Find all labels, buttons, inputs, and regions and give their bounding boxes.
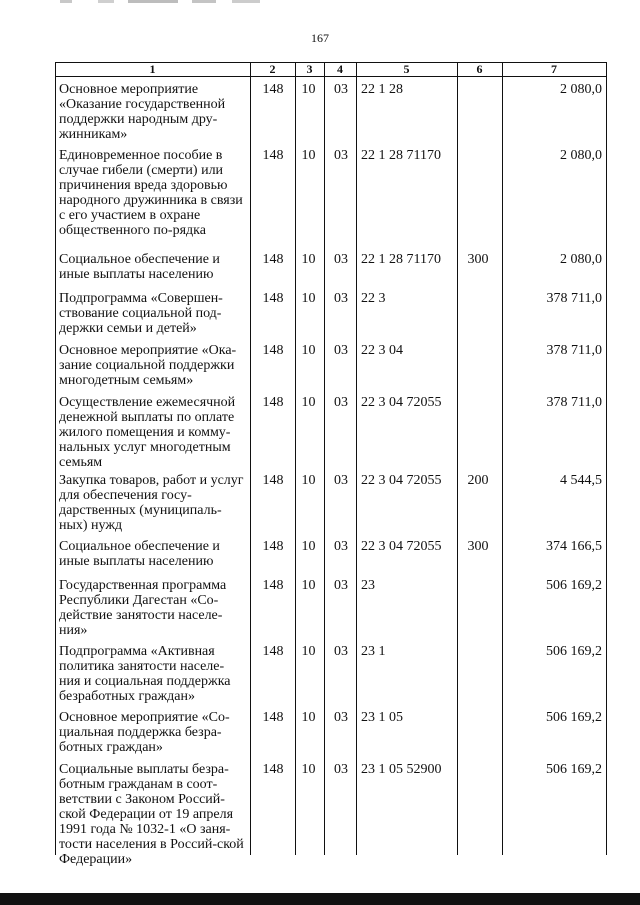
row-code-ministry: 148	[262, 252, 284, 267]
row-subsection: 03	[334, 395, 348, 410]
row-name: Социальное обеспечение и иные выплаты населению	[59, 539, 220, 569]
row-amount: 2 080,0	[560, 148, 602, 163]
row-expense-type: 300	[467, 252, 489, 267]
page-number: 167	[311, 31, 329, 45]
row-code-ministry: 148	[262, 644, 284, 659]
row-target-article: 22 3 04 72055	[361, 473, 442, 488]
row-amount: 506 169,2	[546, 644, 602, 659]
budget-table	[55, 62, 607, 867]
row-code-ministry: 148	[262, 473, 284, 488]
column-header: 4	[337, 62, 343, 76]
row-name: Социальное обеспечение и иные выплаты населению	[59, 252, 220, 282]
row-section: 10	[301, 252, 316, 267]
row-name: Государственная программа Республики Дагестан «Со-действие занятости населе-ния»	[59, 578, 227, 638]
row-subsection: 03	[334, 762, 348, 777]
row-subsection: 03	[334, 644, 348, 659]
row-code-ministry: 148	[262, 291, 284, 306]
table-header	[55, 63, 607, 76]
row-name: Основное мероприятие «Оказание государственной поддержки народным дру-жинникам»	[59, 82, 226, 142]
row-name: Подпрограмма «Активная политика занятости населе-ния и социальная поддержка безработных граждан»	[59, 644, 231, 704]
row-subsection: 03	[334, 343, 348, 358]
column-header: 2	[269, 62, 276, 76]
row-target-article: 22 1 28 71170	[361, 252, 441, 267]
row-target-article: 22 3 04 72055	[361, 395, 442, 410]
row-subsection: 03	[334, 539, 348, 554]
row-amount: 374 166,5	[546, 539, 602, 554]
row-amount: 2 080,0	[560, 82, 602, 97]
row-section: 10	[301, 82, 316, 97]
row-subsection: 03	[334, 578, 348, 593]
row-amount: 506 169,2	[546, 578, 602, 593]
row-section: 10	[301, 539, 316, 554]
row-target-article: 22 1 28 71170	[361, 148, 441, 163]
row-target-article: 23 1 05	[361, 710, 403, 725]
row-code-ministry: 148	[262, 395, 284, 410]
row-code-ministry: 148	[262, 710, 284, 725]
row-target-article: 22 3 04	[361, 343, 403, 358]
row-subsection: 03	[334, 291, 348, 306]
row-target-article: 23 1	[361, 644, 386, 659]
row-amount: 4 544,5	[560, 473, 602, 488]
row-amount: 2 080,0	[560, 252, 602, 267]
col-border-6-7	[502, 62, 503, 855]
row-section: 10	[301, 578, 316, 593]
row-name: Социальные выплаты безра-ботным гражданам в соот-ветствии с Законом Россий-ской Федерации от 19 апреля 1991 года № 1032-1 «О заня-тости населения в Россий-ской Федерации»	[59, 762, 244, 867]
column-header: 1	[149, 62, 156, 76]
row-amount: 378 711,0	[546, 343, 602, 358]
col-border-right	[606, 62, 607, 855]
col-border-1-2	[250, 62, 251, 855]
row-name: Основное мероприятие «Со-циальная поддержка безра-ботных граждан»	[59, 710, 230, 755]
row-expense-type: 200	[467, 473, 489, 488]
row-amount: 506 169,2	[546, 710, 602, 725]
row-code-ministry: 148	[262, 82, 284, 97]
column-header: 6	[476, 62, 483, 76]
row-name: Единовременное пособие в случае гибели (смерти) или причинения вреда здоровью народного дружинника в связи с его участием в охране общественного по-рядка	[59, 148, 243, 238]
row-subsection: 03	[334, 710, 348, 725]
col-border-3-4	[324, 62, 325, 855]
row-code-ministry: 148	[262, 148, 284, 163]
row-subsection: 03	[334, 82, 348, 97]
row-code-ministry: 148	[262, 539, 284, 554]
row-target-article: 22 1 28	[361, 82, 403, 97]
row-code-ministry: 148	[262, 343, 284, 358]
row-section: 10	[301, 710, 316, 725]
row-section: 10	[301, 343, 316, 358]
scan-artifact-top	[60, 0, 260, 3]
col-border-5-6	[457, 62, 458, 855]
col-border-2-3	[295, 62, 296, 855]
column-header: 5	[403, 62, 410, 76]
row-name: Основное мероприятие «Ока-зание социальной поддержки многодетным семьям»	[59, 343, 237, 388]
row-code-ministry: 148	[262, 762, 284, 777]
row-amount: 378 711,0	[546, 395, 602, 410]
row-amount: 506 169,2	[546, 762, 602, 777]
row-expense-type: 300	[467, 539, 489, 554]
scan-bottom-edge	[0, 893, 640, 905]
row-subsection: 03	[334, 473, 348, 488]
col-border-left	[55, 62, 56, 855]
row-section: 10	[301, 473, 316, 488]
row-target-article: 23 1 05 52900	[361, 762, 442, 777]
row-name: Подпрограмма «Совершен-ствование социальной под-держки семьи и детей»	[59, 291, 223, 336]
header-bottom-rule	[55, 76, 607, 77]
row-subsection: 03	[334, 252, 348, 267]
row-subsection: 03	[334, 148, 348, 163]
col-border-4-5	[356, 62, 357, 855]
row-name: Закупка товаров, работ и услуг для обеспечения госу-дарственных (муниципаль-ных) нужд	[59, 473, 244, 533]
row-section: 10	[301, 762, 316, 777]
row-target-article: 23	[361, 578, 375, 593]
row-code-ministry: 148	[262, 578, 284, 593]
row-amount: 378 711,0	[546, 291, 602, 306]
column-header: 7	[551, 62, 557, 76]
row-target-article: 22 3 04 72055	[361, 539, 442, 554]
row-section: 10	[301, 395, 316, 410]
column-header: 3	[306, 62, 313, 76]
row-section: 10	[301, 148, 316, 163]
row-target-article: 22 3	[361, 291, 386, 306]
row-name: Осуществление ежемесячной денежной выплаты по оплате жилого помещения и комму-нальных услуг многодетным семьям	[59, 395, 236, 470]
row-section: 10	[301, 291, 316, 306]
row-section: 10	[301, 644, 316, 659]
